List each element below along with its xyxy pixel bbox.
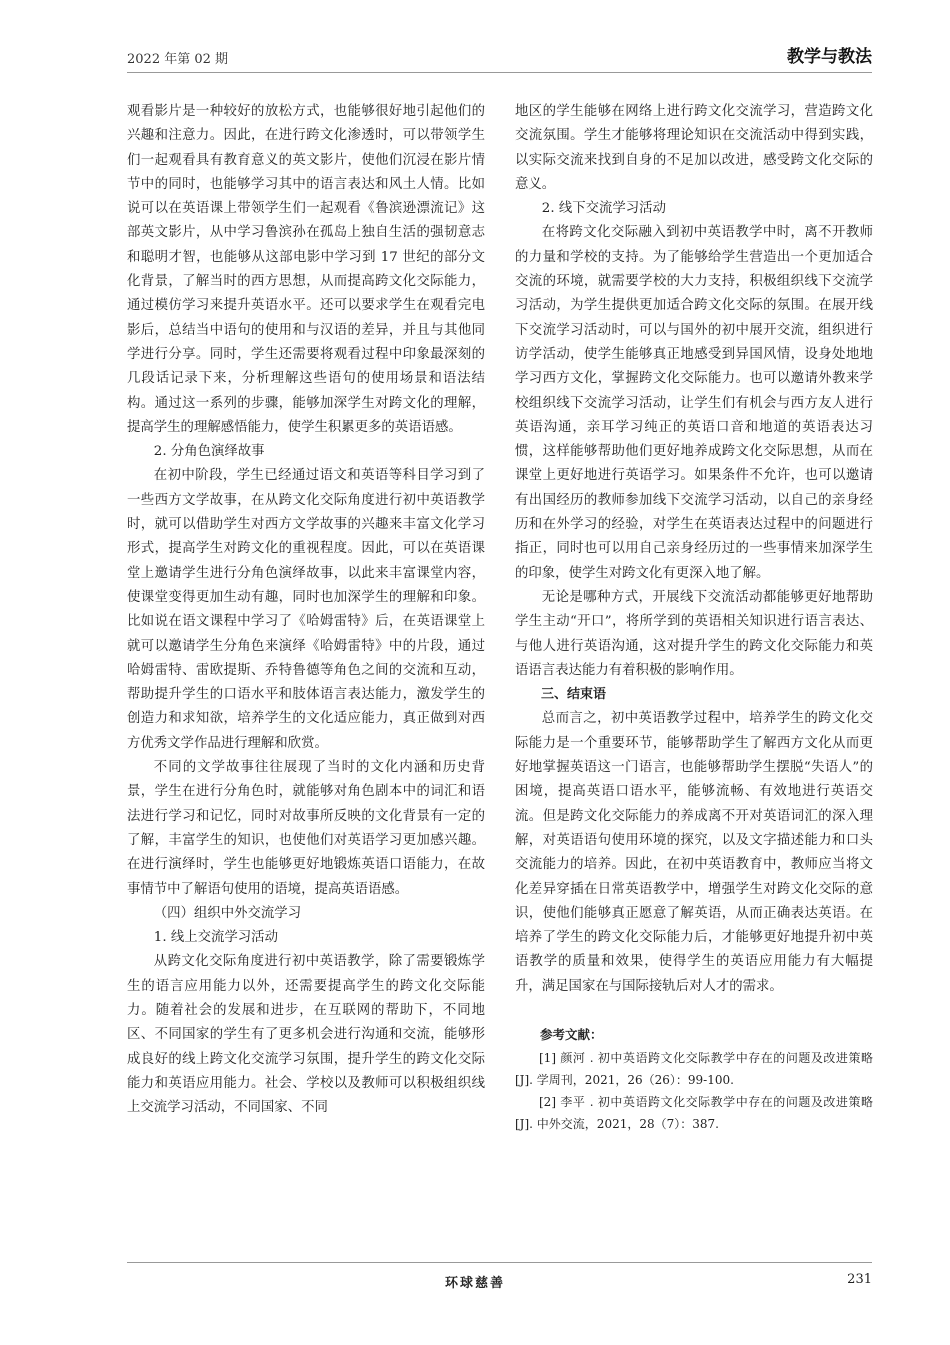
footer-divider <box>127 1262 872 1263</box>
page-header <box>127 42 872 72</box>
reference-item: [2] 李平 . 初中英语跨文化交际教学中存在的问题及改进策略 [J]. 中外交流，2021，28（7）：387. <box>515 1095 873 1132</box>
page-number: 231 <box>847 1272 872 1287</box>
publication-name: 环球慈善 <box>444 1276 505 1291</box>
paragraph: 地区的学生能够在网络上进行跨文化交流学习，营造跨文化交流氛围。学生才能够将理论知识在交流活动中得到实践，以实际交流来找到自身的不足加以改进，感受跨文化交际的意义。 <box>515 104 873 192</box>
paragraph: 观看影片是一种较好的放松方式，也能够很好地引起他们的兴趣和注意力。因此，在进行跨文化渗透时，可以带领学生们一起观看具有教育意义的英文影片，使他们沉浸在影片情节中的同时，也能够学习其中的语言表达和风土人情。比如说可以在英语课上带领学生们一起观看《鲁滨逊漂流记》这部英文影片，从中学习鲁滨孙在孤岛上独自生活的强韧意志和聪明才智，也能够从这部电影中学习到 17 世纪的部分文化背景，了解当时的西方思想，从而提高跨文化交际能力，通过模仿学习来提升英语水平。还可以要求学生在观看完电影后，总结当中语句的使用和与汉语的差异，并且与其他同学进行分享。同时，学生还需要将观看过程中印象最深刻的几段话记录下来，分析理解这些语句的使用场景和语法结构。通过这一系列的步骤，能够加深学生对跨文化的理解，提高学生的理解感悟能力，使学生积累更多的英语语感。 <box>127 104 485 435</box>
left-column <box>127 100 485 1120</box>
section-heading: 1. 线上交流学习活动 <box>153 930 278 946</box>
journal-column-title: 教学与教法 <box>787 47 872 67</box>
issue-label: 2022 年第 02 期 <box>127 52 229 67</box>
paragraph: 从跨文化交际角度进行初中英语教学，除了需要锻炼学生的语言应用能力以外，还需要提高学生的跨文化交际能力。随着社会的发展和进步，在互联网的帮助下，不同地区、不同国家的学生有了更多机会进行沟通和交流，能够形成良好的线上跨文化交流学习氛围，提升学生的跨文化交际能力和英语应用能力。社会、学校以及教师可以积极组织线上交流学习活动，不同国家、不同 <box>127 954 485 1116</box>
reference-item: [1] 颜河 . 初中英语跨文化交际教学中存在的问题及改进策略 [J]. 学周刊，2021，26（26）：99-100. <box>515 1051 873 1088</box>
conclusion-heading: 三、结束语 <box>541 687 607 703</box>
section-heading: （四）组织中外交流学习 <box>153 905 302 921</box>
paragraph: 不同的文学故事往往展现了当时的文化内涵和历史背景，学生在进行分角色时，就能够对角色剧本中的词汇和语法进行学习和记忆，同时对故事所反映的文化背景有一定的了解，丰富学生的知识，也使他们对英语学习更加感兴趣。在进行演绎时，学生也能够更好地锻炼英语口语能力，在故事情节中了解语句使用的语境，提高英语语感。 <box>127 760 485 897</box>
header-divider <box>127 72 872 73</box>
section-heading: 2. 分角色演绎故事 <box>153 444 265 460</box>
paragraph: 无论是哪种方式，开展线下交流活动都能够更好地帮助学生主动“开口”，将所学到的英语相关知识进行语言表达、与他人进行英语沟通，这对提升学生的跨文化交际能力和英语语言表达能力有着积极的影响作用。 <box>515 589 873 678</box>
paragraph: 总而言之，初中英语教学过程中，培养学生的跨文化交际能力是一个重要环节，能够帮助学生了解西方文化从而更好地掌握英语这一门语言，也能够帮助学生摆脱“失语人”的困境，提高英语口语水平，能够流畅、有效地进行英语交流。但是跨文化交际能力的养成离不开对英语词汇的深入理解，对英语语句使用环境的探究，以及文字描述能力和口头交流能力的培养。因此，在初中英语教育中，教师应当将文化差异穿插在日常英语教学中，增强学生对跨文化交际的意识，使他们能够真正愿意了解英语，从而正确表达英语。在培养了学生的跨文化交际能力后，才能够更好地提升初中英语教学的质量和效果，使得学生的英语应用能力有大幅提升，满足国家在与国际接轨后对人才的需求。 <box>515 711 873 994</box>
right-column <box>515 100 873 1135</box>
paragraph: 在将跨文化交际融入到初中英语教学中时，离不开教师的力量和学校的支持。为了能够给学生营造出一个更加适合交流的环境，就需要学校的大力支持，积极组织线下交流学习活动，为学生提供更加适合跨文化交际的氛围。在展开线下交流学习活动时，可以与国外的初中展开交流，组织进行访学活动，使学生能够真正地感受到异国风情，设身处地地学习西方文化，掌握跨文化交际能力。也可以邀请外教来学校组织线下交流学习活动，让学生们有机会与西方友人进行英语沟通，亲耳学习纯正的英语口音和地道的英语表达习惯，这样能够帮助他们更好地养成跨文化交际思想，从而在课堂上更好地进行英语学习。如果条件不允许，也可以邀请有出国经历的教师参加线下交流学习活动，以自己的亲身经历和在外学习的经验，对学生在英语表达过程中的问题进行指正，同时也可以用自己亲身经历过的一些事情来加深学生的印象，使学生对跨文化有更深入地了解。 <box>515 225 873 581</box>
section-heading: 2. 线下交流学习活动 <box>541 201 666 217</box>
references-title: 参考文献： <box>540 1026 603 1042</box>
paragraph: 在初中阶段，学生已经通过语文和英语等科目学习到了一些西方文学故事，在从跨文化交际角度进行初中英语教学时，就可以借助学生对西方文学故事的兴趣来丰富文化学习形式，提高学生对跨文化的重视程度。因此，可以在英语课堂上邀请学生进行分角色演绎故事，以此来丰富课堂内容，使课堂变得更加生动有趣，同时也加深学生的理解和印象。比如说在语文课程中学习了《哈姆雷特》后，在英语课堂上就可以邀请学生分角色来演绎《哈姆雷特》中的片段，通过哈姆雷特、雷欧提斯、乔特鲁德等角色之间的交流和互动，帮助提升学生的口语水平和肢体语言表达能力，激发学生的创造力和求知欲，培养学生的文化适应能力，真正做到对西方优秀文学作品进行理解和欣赏。 <box>127 468 485 751</box>
